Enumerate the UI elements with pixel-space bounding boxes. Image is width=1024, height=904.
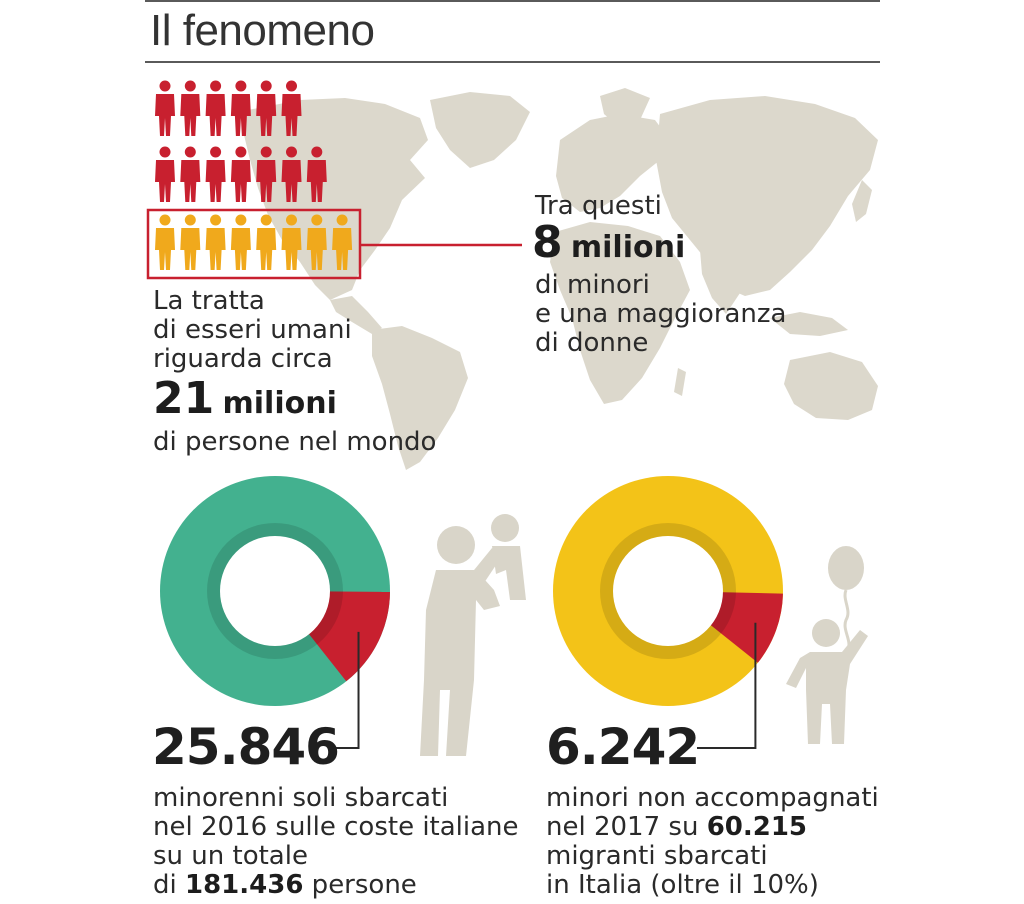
donut1-caption-line1: minorenni soli sbarcati xyxy=(153,783,449,813)
right-callout-line2: di minori xyxy=(535,270,650,300)
donut1-caption-line3: su un totale xyxy=(153,841,308,871)
donut2-caption-line4: in Italia (oltre il 10%) xyxy=(546,870,819,900)
donut1-caption-prefix: di xyxy=(153,870,185,900)
donut2-caption-total: 60.215 xyxy=(706,812,808,842)
donut1-caption-suffix: persone xyxy=(303,870,417,900)
donut1-caption-line2: nel 2016 sulle coste italiane xyxy=(153,812,519,842)
donut2-number: 6.242 xyxy=(546,718,700,776)
donut1-caption-line4 xyxy=(153,871,519,900)
donut1-number: 25.846 xyxy=(152,718,339,776)
donut1-caption xyxy=(153,784,519,900)
left-callout-unit: milioni xyxy=(222,386,337,421)
right-callout-line4: di donne xyxy=(535,328,649,358)
left-callout-number: 21 xyxy=(153,373,215,424)
donut2-caption xyxy=(546,784,879,900)
left-callout-line2: di esseri umani xyxy=(153,315,352,345)
donut2-caption-line1: minori non accompagnati xyxy=(546,783,879,813)
donut1-hole xyxy=(220,536,330,646)
left-callout-line1: La tratta xyxy=(153,286,265,316)
left-callout-line4: di persone nel mondo xyxy=(153,427,437,457)
right-callout-line3: e una maggioranza xyxy=(535,299,787,329)
right-callout-line1: Tra questi xyxy=(535,191,662,221)
donut2-caption-prefix: nel 2017 su xyxy=(546,812,707,842)
donut2-caption-line2 xyxy=(546,813,879,842)
right-callout-number: 8 xyxy=(532,217,563,268)
donut1-caption-total: 181.436 xyxy=(185,870,304,900)
right-callout-unit: milioni xyxy=(570,230,686,265)
donut2-hole xyxy=(613,536,723,646)
donut2-caption-line3: migranti sbarcati xyxy=(546,841,768,871)
page-title: Il fenomeno xyxy=(150,6,375,55)
left-callout-line3: riguarda circa xyxy=(153,344,333,374)
